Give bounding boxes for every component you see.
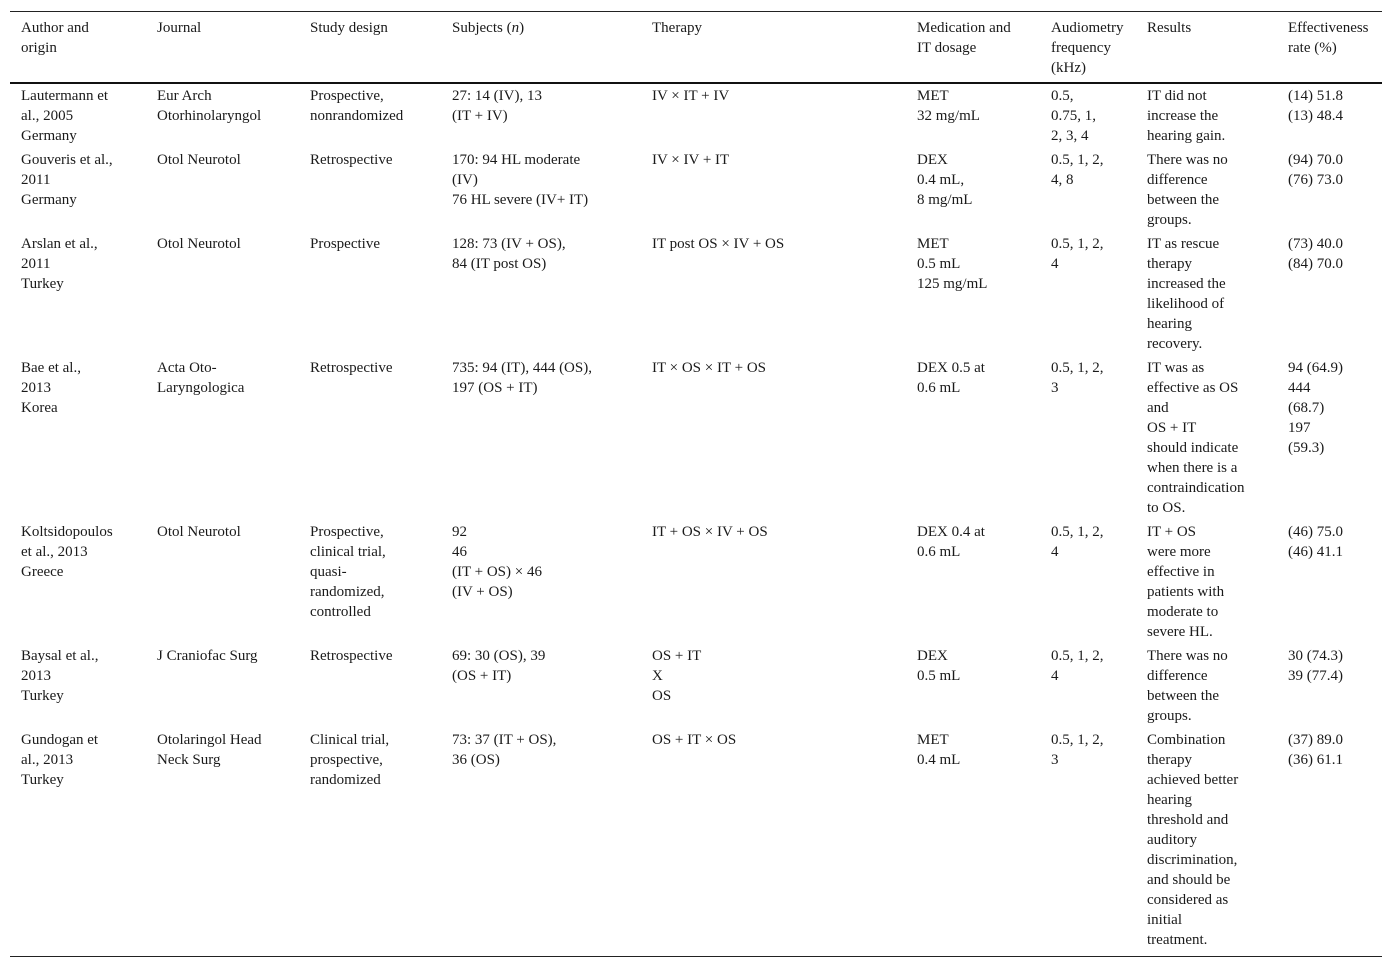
table-row: [10, 644, 1382, 728]
table-row: [10, 728, 1382, 956]
header-author: Author and origin: [10, 12, 146, 83]
cell-author: Koltsidopoulos et al., 2013 Greece: [21, 524, 113, 580]
cell-author: Gundogan et al., 2013 Turkey: [21, 732, 99, 788]
studies-table: [10, 12, 1382, 956]
cell-journal: Eur Arch Otorhinolaryngol: [157, 88, 262, 124]
header-therapy: Therapy: [641, 12, 906, 83]
cell-medication: MET 0.4 mL: [917, 732, 961, 768]
cell-therapy: IT × OS × IT + OS: [652, 360, 767, 376]
cell-study-design: Retrospective: [310, 360, 393, 376]
cell-journal: Acta Oto- Laryngologica: [157, 360, 245, 396]
cell-results: There was no difference between the groups.: [1147, 648, 1228, 724]
cell-author: Bae et al., 2013 Korea: [21, 360, 81, 416]
table-row: [10, 520, 1382, 644]
cell-therapy: IT post OS × IV + OS: [652, 236, 785, 252]
cell-audiometry: 0.5, 1, 2, 4, 8: [1051, 152, 1104, 188]
cell-author: Arslan et al., 2011 Turkey: [21, 236, 98, 292]
cell-therapy: OS + IT X OS: [652, 648, 702, 704]
cell-study-design: Prospective, nonrandomized: [310, 88, 404, 124]
cell-therapy: IV × IT + IV: [652, 88, 730, 104]
cell-study-design: Retrospective: [310, 152, 393, 168]
cell-results: IT did not increase the hearing gain.: [1147, 88, 1226, 144]
cell-medication: MET 32 mg/mL: [917, 88, 980, 124]
cell-medication: DEX 0.5 at 0.6 mL: [917, 360, 985, 396]
table-row: [10, 83, 1382, 148]
cell-author: Lautermann et al., 2005 Germany: [21, 88, 109, 144]
cell-audiometry: 0.5, 1, 2, 4: [1051, 524, 1104, 560]
cell-subjects: 128: 73 (IV + OS), 84 (IT post OS): [452, 236, 566, 272]
cell-subjects: 73: 37 (IT + OS), 36 (OS): [452, 732, 557, 768]
header-medication: Medication and IT dosage: [906, 12, 1040, 83]
cell-medication: DEX 0.4 mL, 8 mg/mL: [917, 152, 973, 208]
header-results: Results: [1136, 12, 1277, 83]
table-row: [10, 232, 1382, 356]
cell-subjects: 69: 30 (OS), 39 (OS + IT): [452, 648, 546, 684]
cell-effectiveness: (94) 70.0 (76) 73.0: [1288, 152, 1343, 188]
cell-results: IT + OS were more effective in patients with moderate to severe HL.: [1147, 524, 1225, 640]
cell-journal: Otol Neurotol: [157, 524, 241, 540]
cell-audiometry: 0.5, 1, 2, 4: [1051, 648, 1104, 684]
cell-results: IT as rescue therapy increased the likelihood of hearing recovery.: [1147, 236, 1226, 352]
cell-subjects: 170: 94 HL moderate (IV) 76 HL severe (IV+ IT): [452, 152, 589, 208]
cell-journal: Otol Neurotol: [157, 152, 241, 168]
cell-therapy: IV × IV + IT: [652, 152, 730, 168]
cell-subjects: 735: 94 (IT), 444 (OS), 197 (OS + IT): [452, 360, 592, 396]
cell-journal: Otolaringol Head Neck Surg: [157, 732, 262, 768]
cell-effectiveness: (14) 51.8 (13) 48.4: [1288, 88, 1343, 124]
cell-therapy: OS + IT × OS: [652, 732, 737, 748]
cell-results: Combination therapy achieved better hearing threshold and auditory discrimination, and should be considered as initial treatment.: [1147, 732, 1239, 948]
cell-audiometry: 0.5, 1, 2, 3: [1051, 732, 1104, 768]
table-body: [10, 83, 1382, 956]
cell-medication: MET 0.5 mL 125 mg/mL: [917, 236, 988, 292]
cell-study-design: Retrospective: [310, 648, 393, 664]
cell-audiometry: 0.5, 1, 2, 4: [1051, 236, 1104, 272]
cell-results: There was no difference between the groups.: [1147, 152, 1228, 228]
header-journal: Journal: [146, 12, 299, 83]
cell-audiometry: 0.5, 0.75, 1, 2, 3, 4: [1051, 88, 1096, 144]
header-subjects-n: n: [511, 20, 520, 36]
cell-effectiveness: (73) 40.0 (84) 70.0: [1288, 236, 1343, 272]
cell-audiometry: 0.5, 1, 2, 3: [1051, 360, 1104, 396]
table-row: [10, 356, 1382, 520]
cell-therapy: IT + OS × IV + OS: [652, 524, 768, 540]
cell-subjects: 27: 14 (IV), 13 (IT + IV): [452, 88, 542, 124]
cell-study-design: Prospective: [310, 236, 380, 252]
header-study-design: Study design: [299, 12, 441, 83]
table-row: [10, 148, 1382, 232]
study-table-container: [10, 11, 1382, 957]
cell-study-design: Clinical trial, prospective, randomized: [310, 732, 390, 788]
cell-journal: Otol Neurotol: [157, 236, 241, 252]
header-subjects-suffix: ): [519, 20, 525, 36]
cell-effectiveness: 30 (74.3) 39 (77.4): [1288, 648, 1343, 684]
cell-effectiveness: (46) 75.0 (46) 41.1: [1288, 524, 1343, 560]
cell-author: Baysal et al., 2013 Turkey: [21, 648, 99, 704]
cell-journal: J Craniofac Surg: [157, 648, 258, 664]
header-subjects: [441, 12, 641, 83]
table-header: [10, 12, 1382, 83]
cell-study-design: Prospective, clinical trial, quasi- randomized, controlled: [310, 524, 386, 620]
header-effectiveness: Effectiveness rate (%): [1277, 12, 1382, 83]
cell-effectiveness: (37) 89.0 (36) 61.1: [1288, 732, 1343, 768]
cell-effectiveness: 94 (64.9) 444 (68.7) 197 (59.3): [1288, 360, 1343, 456]
cell-medication: DEX 0.4 at 0.6 mL: [917, 524, 985, 560]
cell-results: IT was as effective as OS and OS + IT should indicate when there is a contraindication to OS.: [1147, 360, 1245, 516]
header-row: [10, 12, 1382, 83]
header-audiometry: Audiometry frequency (kHz): [1040, 12, 1136, 83]
header-subjects-prefix: Subjects (: [452, 20, 512, 36]
cell-subjects: 92 46 (IT + OS) × 46 (IV + OS): [452, 524, 542, 600]
cell-medication: DEX 0.5 mL: [917, 648, 961, 684]
cell-author: Gouveris et al., 2011 Germany: [21, 152, 113, 208]
